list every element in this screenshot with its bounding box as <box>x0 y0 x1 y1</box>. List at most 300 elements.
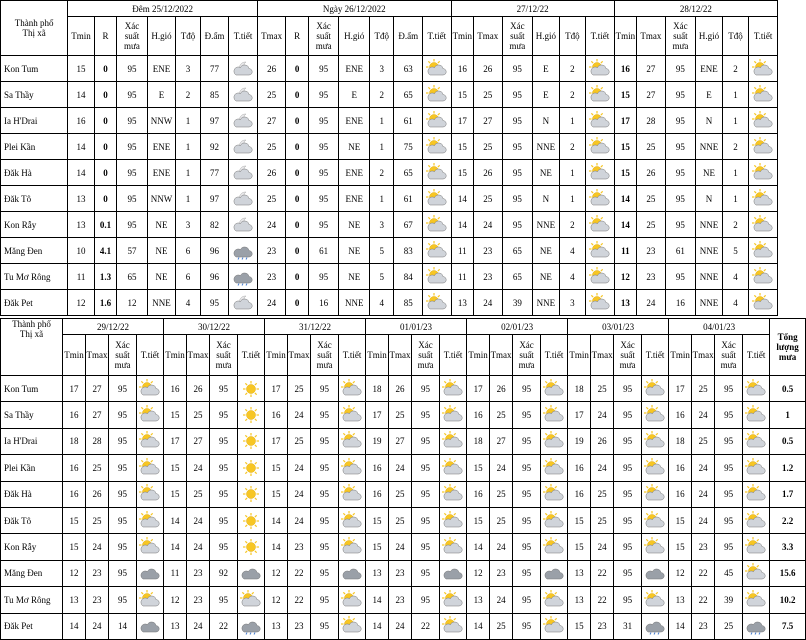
cell-value: 96 <box>200 238 229 264</box>
cell-value: 24 <box>187 507 210 533</box>
column-header: Xác suất mưa <box>715 335 743 376</box>
weather-sun-cloud-icon <box>541 587 568 613</box>
day-group-header: 27/12/22 <box>451 1 614 17</box>
cell-value: 23 <box>474 238 503 264</box>
column-header: Tđộ <box>370 17 394 56</box>
cell-value: 1 <box>722 108 749 134</box>
weather-sun-cloud-icon <box>541 376 568 402</box>
weather-sun-cloud-icon <box>586 186 615 212</box>
weather-sun-cloud-icon <box>422 82 451 108</box>
cell-value: 95 <box>665 212 696 238</box>
cell-value: 31 <box>614 613 642 639</box>
weather-sun-cloud-icon <box>137 534 164 560</box>
cell-value: 14 <box>614 212 636 238</box>
column-header: T.tiết <box>137 335 164 376</box>
cell-value: 95 <box>715 481 743 507</box>
cell-value: 95 <box>308 212 339 238</box>
cell-value: 15 <box>164 481 187 507</box>
cell-value: 26 <box>86 481 109 507</box>
cell-value: 0 <box>286 82 308 108</box>
cell-value: 95 <box>311 507 339 533</box>
day-group-header: Ngày 26/12/2022 <box>257 1 451 17</box>
table-row <box>1 455 806 481</box>
cell-value: 95 <box>513 376 541 402</box>
cell-value: 24 <box>591 534 614 560</box>
column-header: Đ.ẩm <box>200 17 229 56</box>
cell-value: 3 <box>370 56 394 82</box>
cell-value: 16 <box>568 455 591 481</box>
cell-value: 95 <box>308 56 339 82</box>
column-header: T.tiết <box>440 335 467 376</box>
weather-sun-cloud-icon <box>586 212 615 238</box>
cell-value: E <box>533 82 560 108</box>
cell-value: 5 <box>722 238 749 264</box>
cell-value: 27 <box>86 376 109 402</box>
column-header: Xác suất mưa <box>614 335 642 376</box>
cell-value: 25 <box>257 186 286 212</box>
cell-value: 1 <box>176 134 200 160</box>
day-group-header: 30/12/22 <box>164 319 265 335</box>
weather-sun-cloud-icon <box>541 613 568 639</box>
column-header: Tmax <box>474 17 503 56</box>
cell-value: 95 <box>210 402 238 428</box>
cell-value: 24 <box>187 613 210 639</box>
table-row <box>1 212 778 238</box>
cell-value: 95 <box>117 134 148 160</box>
cell-value: 25 <box>490 481 513 507</box>
cell-value: 14 <box>614 186 636 212</box>
cell-value: E <box>696 82 723 108</box>
cell-value: 67 <box>394 212 423 238</box>
total-rain-value: 0.5 <box>770 376 806 402</box>
weather-sun-cloud-icon <box>749 186 778 212</box>
cell-value: 95 <box>109 455 137 481</box>
cell-value: 65 <box>117 264 148 290</box>
cell-value: 24 <box>187 534 210 560</box>
cell-value: 65 <box>502 238 533 264</box>
weather-night-cloud-icon <box>229 290 258 316</box>
cell-value: 25 <box>692 376 715 402</box>
cell-value: 95 <box>210 534 238 560</box>
cell-value: 0.1 <box>94 212 116 238</box>
cell-value: 25 <box>637 134 666 160</box>
weather-sun-cloud-icon <box>642 402 669 428</box>
weather-sun-cloud-icon <box>137 428 164 454</box>
cell-value: 23 <box>692 534 715 560</box>
cell-value: 11 <box>68 264 95 290</box>
cell-value: 95 <box>614 587 642 613</box>
weather-cloud-rain-icon <box>642 613 669 639</box>
weather-sun-cloud-icon <box>440 507 467 533</box>
column-header: Xác suất mưa <box>117 17 148 56</box>
city-name: Đăk Tô <box>1 186 68 212</box>
table-row <box>1 238 778 264</box>
cell-value: 95 <box>109 507 137 533</box>
cell-value: 14 <box>164 534 187 560</box>
cell-value: 5 <box>370 238 394 264</box>
cell-value: 95 <box>412 376 440 402</box>
cell-value: 95 <box>614 534 642 560</box>
cell-value: 1 <box>370 108 394 134</box>
cell-value: 95 <box>311 428 339 454</box>
cell-value: E <box>339 82 370 108</box>
city-name: Đăk Pet <box>1 613 63 639</box>
cell-value: 61 <box>394 186 423 212</box>
weather-night-cloud-icon <box>229 82 258 108</box>
cell-value: 95 <box>412 455 440 481</box>
cell-value: 25 <box>591 376 614 402</box>
cell-value: 1 <box>370 186 394 212</box>
cell-value: 1 <box>176 186 200 212</box>
cell-value: 95 <box>311 376 339 402</box>
cell-value: 95 <box>308 82 339 108</box>
cell-value: 16 <box>63 455 86 481</box>
cell-value: NE <box>339 212 370 238</box>
cell-value: 6 <box>176 238 200 264</box>
weather-cloud-rain-icon <box>229 238 258 264</box>
cell-value: 1 <box>722 186 749 212</box>
city-name: Đăk Pet <box>1 290 68 316</box>
weather-sun-cloud-icon <box>339 376 366 402</box>
weather-sun-cloud-icon <box>541 507 568 533</box>
column-header: T.tiết <box>749 17 778 56</box>
table-row <box>1 560 806 586</box>
cell-value: 24 <box>257 212 286 238</box>
day-group-header: 03/01/23 <box>568 319 669 335</box>
cell-value: 15 <box>614 160 636 186</box>
cell-value: NE <box>533 264 560 290</box>
cell-value: 77 <box>200 56 229 82</box>
cell-value: 26 <box>257 160 286 186</box>
cell-value: 39 <box>502 290 533 316</box>
weather-sun-cloud-icon <box>749 160 778 186</box>
cell-value: 25 <box>692 428 715 454</box>
city-column-header: Thành phố Thị xã <box>1 319 63 376</box>
cell-value: 95 <box>513 613 541 639</box>
cell-value: 11 <box>614 238 636 264</box>
weather-cloud-rain-icon <box>238 613 265 639</box>
cell-value: 16 <box>665 290 696 316</box>
cell-value: 19 <box>366 428 389 454</box>
cell-value: 95 <box>715 376 743 402</box>
cell-value: NE <box>147 264 176 290</box>
cell-value: 92 <box>200 134 229 160</box>
cell-value: 4.1 <box>94 238 116 264</box>
weather-sun-cloud-icon <box>642 534 669 560</box>
cell-value: 25 <box>715 613 743 639</box>
column-header: H.gió <box>696 17 723 56</box>
cell-value: 24 <box>692 481 715 507</box>
cell-value: 25 <box>591 481 614 507</box>
day-group-header: 04/01/23 <box>669 319 770 335</box>
column-header: Xác suất mưa <box>109 335 137 376</box>
cell-value: ENE <box>147 56 176 82</box>
cell-value: 0 <box>286 108 308 134</box>
column-header: R <box>94 17 116 56</box>
weather-sun-cloud-icon <box>586 290 615 316</box>
cell-value: NE <box>533 238 560 264</box>
table-row <box>1 402 806 428</box>
cell-value: 15 <box>451 134 473 160</box>
table-row <box>1 376 806 402</box>
cell-value: 16 <box>308 290 339 316</box>
day-group-header: 01/01/23 <box>366 319 467 335</box>
cell-value: 15 <box>669 507 692 533</box>
column-header: T.tiết <box>422 17 451 56</box>
cell-value: NNE <box>533 212 560 238</box>
cell-value: 1 <box>559 160 586 186</box>
weather-sun-icon <box>238 534 265 560</box>
cell-value: 15 <box>568 507 591 533</box>
cell-value: 0 <box>286 212 308 238</box>
cell-value: 95 <box>117 56 148 82</box>
table-row <box>1 587 806 613</box>
cell-value: 24 <box>490 534 513 560</box>
city-name: Ia H'Drai <box>1 428 63 454</box>
cell-value: 23 <box>187 560 210 586</box>
forecast-table-short-range <box>0 0 778 316</box>
cell-value: 25 <box>389 507 412 533</box>
cell-value: 61 <box>394 108 423 134</box>
cell-value: 95 <box>311 560 339 586</box>
cell-value: 95 <box>614 376 642 402</box>
cell-value: 13 <box>63 587 86 613</box>
column-header: Tmax <box>591 335 614 376</box>
cell-value: 82 <box>200 212 229 238</box>
weather-sun-cloud-icon <box>586 82 615 108</box>
weather-sun-cloud-icon <box>642 428 669 454</box>
cell-value: 95 <box>311 613 339 639</box>
cell-value: 14 <box>366 613 389 639</box>
cell-value: 95 <box>513 587 541 613</box>
cell-value: 95 <box>502 134 533 160</box>
cell-value: 95 <box>614 428 642 454</box>
cell-value: 14 <box>366 587 389 613</box>
cell-value: 95 <box>117 82 148 108</box>
cell-value: 27 <box>187 428 210 454</box>
column-header: Tmin <box>669 335 692 376</box>
cell-value: 95 <box>715 428 743 454</box>
weather-sun-cloud-icon <box>749 56 778 82</box>
cell-value: 95 <box>210 428 238 454</box>
cell-value: 15 <box>451 160 473 186</box>
cell-value: 15 <box>366 534 389 560</box>
weather-sun-cloud-icon <box>440 455 467 481</box>
cell-value: 2 <box>722 212 749 238</box>
cell-value: 13 <box>68 212 95 238</box>
city-name: Tu Mơ Rông <box>1 587 63 613</box>
cell-value: 84 <box>394 264 423 290</box>
cell-value: 26 <box>474 160 503 186</box>
cell-value: 1 <box>370 134 394 160</box>
cell-value: 12 <box>467 560 490 586</box>
city-name: Đăk Hà <box>1 160 68 186</box>
cell-value: 3 <box>559 290 586 316</box>
table-row <box>1 82 778 108</box>
cell-value: 14 <box>68 134 95 160</box>
cell-value: 24 <box>490 455 513 481</box>
cell-value: 23 <box>637 238 666 264</box>
cell-value: 95 <box>109 587 137 613</box>
cell-value: 27 <box>257 108 286 134</box>
cell-value: 25 <box>474 186 503 212</box>
weather-sun-cloud-icon <box>642 507 669 533</box>
column-header: H.gió <box>533 17 560 56</box>
total-rain-value: 10.2 <box>770 587 806 613</box>
weather-sun-cloud-icon <box>541 481 568 507</box>
weather-sun-icon <box>238 428 265 454</box>
weather-sun-cloud-icon <box>586 108 615 134</box>
cell-value: 23 <box>389 587 412 613</box>
cell-value: 95 <box>665 186 696 212</box>
cell-value: 95 <box>412 587 440 613</box>
column-header: Tmax <box>288 335 311 376</box>
cell-value: 17 <box>467 376 490 402</box>
table-row <box>1 56 778 82</box>
city-column-header: Thành phố Thị xã <box>1 1 68 56</box>
cell-value: 13 <box>568 560 591 586</box>
weather-cloud-icon <box>137 560 164 586</box>
cell-value: 27 <box>474 108 503 134</box>
cell-value: 85 <box>394 290 423 316</box>
cell-value: 17 <box>265 428 288 454</box>
cell-value: 83 <box>394 238 423 264</box>
cell-value: 22 <box>591 587 614 613</box>
cell-value: 15 <box>614 134 636 160</box>
weather-sun-cloud-icon <box>422 212 451 238</box>
cell-value: 0 <box>286 134 308 160</box>
weather-sun-cloud-icon <box>137 481 164 507</box>
column-header: Tmax <box>86 335 109 376</box>
cell-value: 95 <box>412 560 440 586</box>
cell-value: 23 <box>692 613 715 639</box>
cell-value: 12 <box>68 290 95 316</box>
cell-value: 95 <box>665 264 696 290</box>
weather-sun-cloud-icon <box>743 402 770 428</box>
column-header: Tmax <box>692 335 715 376</box>
cell-value: 23 <box>86 587 109 613</box>
cell-value: 61 <box>308 238 339 264</box>
cell-value: 17 <box>63 376 86 402</box>
cell-value: 95 <box>117 212 148 238</box>
weather-sun-cloud-icon <box>440 613 467 639</box>
city-name: Măng Đen <box>1 238 68 264</box>
cell-value: 26 <box>637 160 666 186</box>
cell-value: 15 <box>63 534 86 560</box>
cell-value: 3 <box>176 212 200 238</box>
column-header: Tđộ <box>176 17 200 56</box>
cell-value: 23 <box>257 264 286 290</box>
cell-value: E <box>147 82 176 108</box>
table-row <box>1 507 806 533</box>
weather-sun-cloud-icon <box>743 481 770 507</box>
cell-value: 95 <box>210 481 238 507</box>
cell-value: 4 <box>559 264 586 290</box>
total-rain-header: Tổng lượng mưa <box>770 319 806 376</box>
column-header: R <box>286 17 308 56</box>
cell-value: 0 <box>286 238 308 264</box>
cell-value: 24 <box>591 455 614 481</box>
column-header: Tmax <box>257 17 286 56</box>
weather-sun-cloud-icon <box>422 186 451 212</box>
cell-value: 15 <box>451 82 473 108</box>
cell-value: 23 <box>490 560 513 586</box>
total-rain-value: 0.5 <box>770 428 806 454</box>
weather-sun-icon <box>238 481 265 507</box>
cell-value: 0 <box>94 186 116 212</box>
column-header: T.tiết <box>541 335 568 376</box>
column-header: Tmax <box>187 335 210 376</box>
cell-value: 24 <box>389 455 412 481</box>
weather-sun-cloud-icon <box>749 108 778 134</box>
cell-value: 22 <box>412 613 440 639</box>
total-rain-value: 15.6 <box>770 560 806 586</box>
cell-value: 26 <box>187 376 210 402</box>
cell-value: 13 <box>467 587 490 613</box>
cell-value: 95 <box>109 376 137 402</box>
cell-value: 23 <box>474 264 503 290</box>
cell-value: NNW <box>147 108 176 134</box>
cell-value: 2 <box>559 134 586 160</box>
day-group-header: 02/01/23 <box>467 319 568 335</box>
weather-sun-cloud-icon <box>422 238 451 264</box>
cell-value: ENE <box>339 160 370 186</box>
cell-value: 2 <box>559 82 586 108</box>
cell-value: 18 <box>63 428 86 454</box>
cell-value: NNE <box>696 134 723 160</box>
cell-value: 95 <box>210 507 238 533</box>
cell-value: 95 <box>109 534 137 560</box>
cell-value: 12 <box>614 264 636 290</box>
cell-value: 14 <box>451 212 473 238</box>
cell-value: 95 <box>502 160 533 186</box>
column-header: T.tiết <box>339 335 366 376</box>
table-row <box>1 613 806 639</box>
weather-sun-cloud-icon <box>743 376 770 402</box>
cell-value: 1 <box>722 82 749 108</box>
cell-value: 25 <box>474 134 503 160</box>
cell-value: ENE <box>147 160 176 186</box>
cell-value: 14 <box>467 613 490 639</box>
cell-value: 1 <box>176 108 200 134</box>
cell-value: 24 <box>288 507 311 533</box>
cell-value: NNE <box>696 238 723 264</box>
cell-value: 26 <box>490 376 513 402</box>
weather-sun-cloud-icon <box>339 428 366 454</box>
cell-value: 95 <box>715 507 743 533</box>
cell-value: 1 <box>722 160 749 186</box>
column-header: T.tiết <box>642 335 669 376</box>
cell-value: 4 <box>722 290 749 316</box>
table-row <box>1 134 778 160</box>
city-name: Kon Tum <box>1 56 68 82</box>
cell-value: ENE <box>339 108 370 134</box>
cell-value: 96 <box>200 264 229 290</box>
weather-sun-cloud-icon <box>586 56 615 82</box>
cell-value: 16 <box>614 56 636 82</box>
weather-sun-icon <box>238 507 265 533</box>
cell-value: 85 <box>200 82 229 108</box>
cell-value: NE <box>339 238 370 264</box>
cell-value: 95 <box>210 455 238 481</box>
cell-value: 95 <box>502 186 533 212</box>
cell-value: 95 <box>614 455 642 481</box>
weather-sun-cloud-icon <box>749 82 778 108</box>
weather-night-cloud-icon <box>229 108 258 134</box>
weather-sun-cloud-icon <box>642 481 669 507</box>
cell-value: NNE <box>147 290 176 316</box>
cell-value: 16 <box>669 455 692 481</box>
